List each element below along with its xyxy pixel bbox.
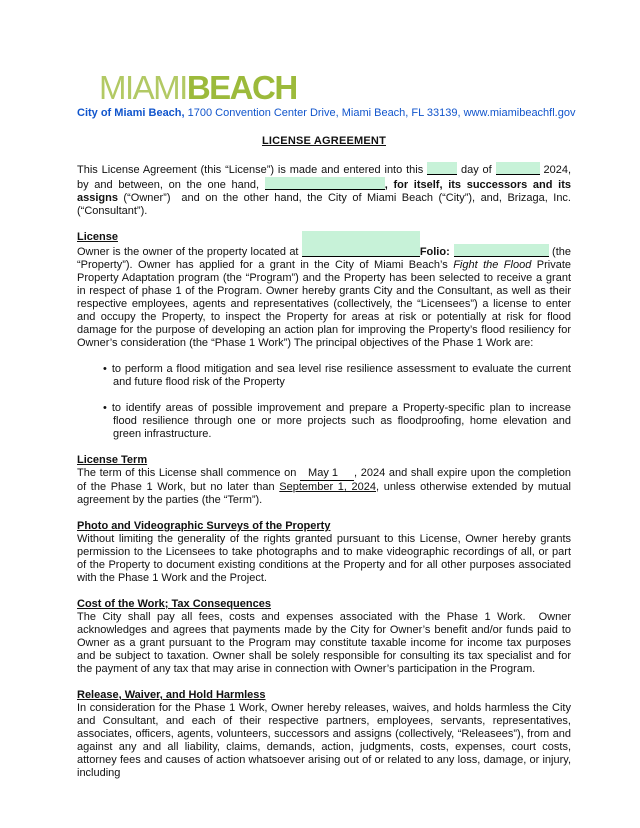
intro-text-4: (“Owner”) and on the other hand, the City of Miami Beach (“City”), and, Brizaga, Inc. (“Consultant”). [77, 192, 571, 217]
objective-bullet-1 [103, 363, 571, 389]
logo-miami-text: MIAMI [99, 69, 187, 106]
section-heading-cost-tax [77, 598, 571, 611]
address-line [77, 107, 576, 120]
logo-beach-text: BEACH [186, 69, 297, 106]
folio-label: Folio: [419, 246, 450, 258]
license-text-2: (the “Property”). Owner has applied for a grant in the City of Miami Beach’s [77, 246, 572, 271]
term-text-2: , 2024 and shall expire upon the completion of the Phase 1 Work, but no later than [77, 467, 571, 493]
month-field[interactable] [496, 162, 540, 175]
term-text-1: The term of this License shall commence on [77, 467, 301, 479]
intro-text-2: day of [457, 164, 496, 176]
section-heading-release-waiver-text: Release, Waiver, and Hold Harmless [77, 689, 266, 701]
license-text-3: Private Property Adaptation program (the “Program”) and the Property has been selected to receive a grant in respect of phase 1 of the Program. Owner hereby grants City and the Consultant, as well as their respective employees, agents and representatives (collectively, the “Licensees”) a license to enter and occupy the Property, to inspect the Property for areas at risk or potentially at risk for flood damage for the purpose of developing an action plan for improving the Property’s flood resiliency for Owner’s consideration (the “Phase 1 Work”) The principal objectives of the Phase 1 Work are: [77, 259, 572, 349]
address-city-name: City of Miami Beach, [77, 107, 185, 119]
property-address-field[interactable] [302, 244, 420, 257]
miami-beach-logo [99, 69, 571, 106]
section-heading-photo-surveys-text: Photo and Videographic Surveys of the Property [77, 520, 331, 532]
section-heading-cost-tax-text: Cost of the Work; Tax Consequences [77, 598, 271, 610]
owner-name-field[interactable] [265, 177, 385, 190]
address-street-web: 1700 Convention Center Drive, Miami Beach, FL 33139, www.miamibeachfl.gov [184, 107, 576, 119]
intro-text-3: 2024, by and between, on the one hand, [77, 164, 572, 191]
expire-date: September 1, 2024 [279, 481, 377, 493]
cost-tax-paragraph: The City shall pay all fees, costs and expenses associated with the Phase 1 Work. Owner acknowledges and agrees that payments made by the City for Owner’s benefit and/or funds paid to Owner as a grant pursuant to the Program may constitute taxable income for income tax purposes and be subject to taxation. Owner shall be solely responsible for consulting its tax specialist and for the payment of any tax that may arise in connection with Owner’s participation in the Program. [77, 611, 571, 675]
section-heading-license-term-text: License Term [77, 454, 148, 466]
fight-the-flood-name: Fight the Flood [453, 259, 532, 271]
section-heading-license-text: License [77, 231, 118, 243]
section-heading-license-term [77, 454, 571, 467]
section-heading-photo-surveys [77, 520, 571, 533]
folio-number-field[interactable] [454, 244, 549, 257]
intro-text-bold: , for itself, its successors and its assigns [77, 179, 571, 204]
term-text-3: , unless otherwise extended by mutual agreement by the parties (the “Term”). [77, 481, 571, 506]
license-paragraph [77, 244, 571, 350]
license-term-paragraph [77, 467, 571, 507]
intro-text-1: This License Agreement (this “License”) is made and entered into this [77, 164, 428, 176]
photo-surveys-paragraph: Without limiting the generality of the rights granted pursuant to this License, Owner hereby grants permission to the Licensees to take photographs and to make videographic recordings of all, or part of the Property to document existing conditions at the Property and for all other purposes associated with the Phase 1 Work and the Project. [77, 533, 571, 584]
intro-paragraph [77, 162, 571, 218]
bullet-icon: • [103, 402, 107, 414]
objective-bullet-2 [103, 402, 571, 441]
document-title [77, 135, 571, 148]
objective-bullet-1-text: to perform a flood mitigation and sea level rise resilience assessment to evaluate the current and future flood risk of the Property [111, 363, 571, 388]
section-heading-release-waiver [77, 689, 571, 702]
objective-bullet-2-text: to identify areas of possible improvement and prepare a Property-specific plan to increase flood resilience through one or more projects such as floodproofing, home elevation and green infrastructure. [111, 402, 571, 440]
release-waiver-paragraph: In consideration for the Phase 1 Work, Owner hereby releases, waives, and holds harmless the City and Consultant, and each of their respective partners, employees, servants, representatives, associates, officers, agents, volunteers, successors and assigns (collectively, “Releasees”), from and against any and all liability, claims, demands, action, judgments, costs, expenses, court costs, attorney fees and causes of action whatsoever arising out of or related to any loss, damage, or injury, including [77, 702, 571, 779]
bullet-icon: • [103, 363, 107, 375]
day-field[interactable] [427, 162, 457, 175]
document-title-text: LICENSE AGREEMENT [261, 135, 386, 147]
license-text-1: Owner is the owner of the property located at [77, 246, 302, 258]
commence-date-field[interactable]: May 1 [300, 467, 354, 481]
